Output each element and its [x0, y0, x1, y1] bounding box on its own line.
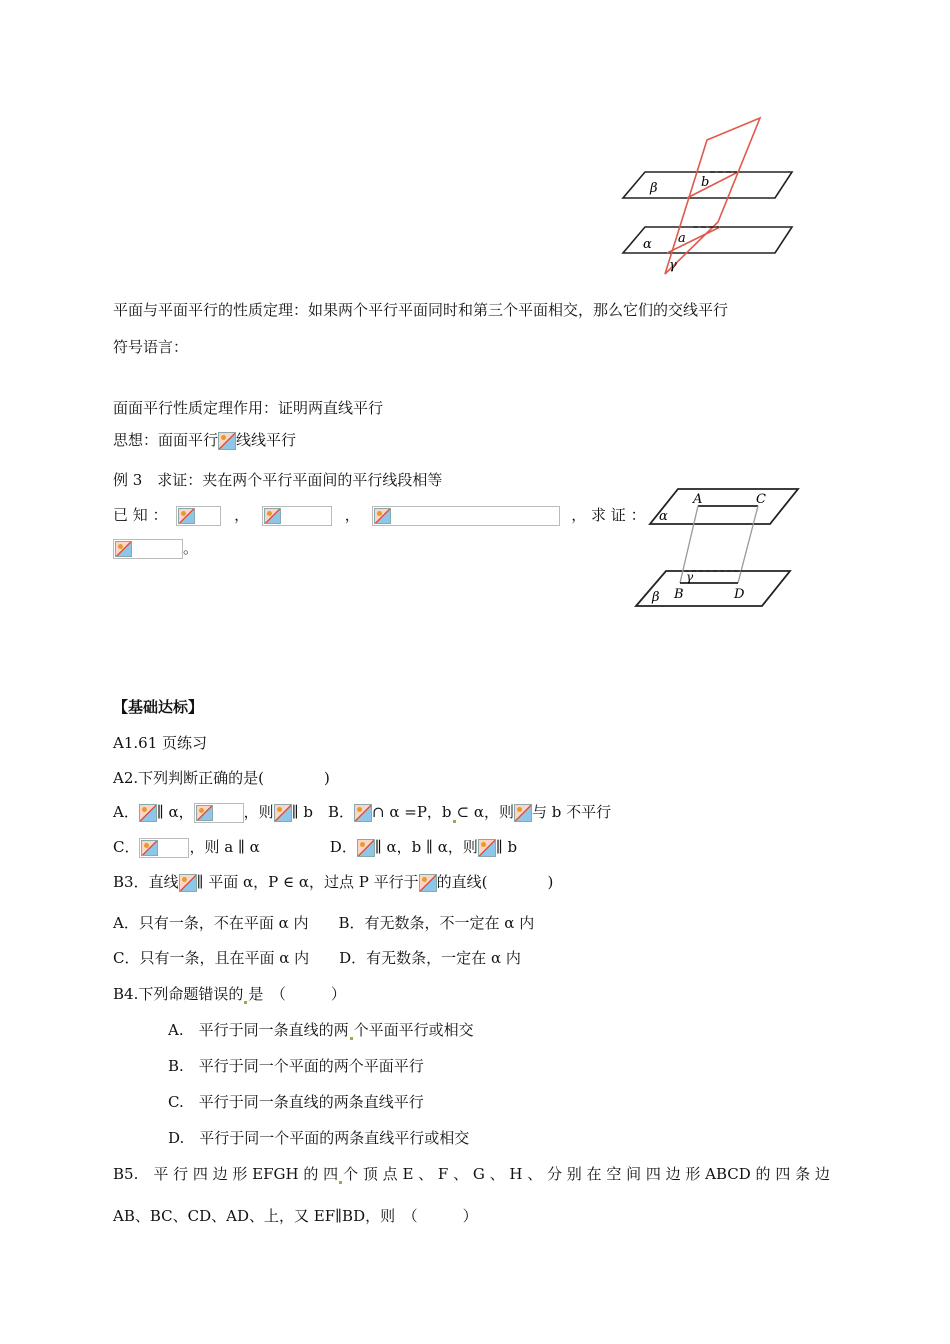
- image-placeholder-icon: [264, 508, 281, 524]
- label-a: a: [678, 231, 686, 246]
- b3-text: ∥ 平面 α，P ∈ α，过点 P 平行于: [196, 873, 419, 891]
- image-placeholder-icon: [179, 874, 197, 892]
- image-placeholder-icon: [141, 840, 158, 856]
- line-b: [687, 172, 738, 198]
- formula-placeholder: [194, 803, 244, 823]
- prove-line: [113, 538, 198, 559]
- b4-option-a-text: A. 平行于同一条直线的两: [168, 1021, 349, 1039]
- b4-option-a-text: 个平面平行或相交: [353, 1021, 474, 1039]
- option-a-text: ∥ α，: [156, 803, 194, 821]
- example3-text: 例 3 求证：夹在两个平行平面间的平行线段相等: [113, 471, 443, 489]
- marker-dot: [453, 820, 456, 823]
- label-beta: β: [650, 181, 658, 196]
- b3-text: B3．直线: [113, 873, 179, 891]
- marker-dot: [350, 1037, 353, 1040]
- option-d-text: ∥ α，b ∥ α，则: [374, 838, 478, 856]
- option-d-text: ∥ b: [495, 838, 518, 856]
- question-b4-option-a: [168, 1020, 474, 1040]
- label-alpha: α: [643, 237, 652, 252]
- formula-placeholder: [113, 539, 183, 559]
- question-b3: [113, 872, 553, 892]
- image-placeholder-icon: [196, 805, 213, 821]
- label-A: A: [693, 492, 703, 507]
- question-a2: A2.下列判断正确的是( ): [113, 769, 330, 787]
- b4-text: B4.下列命题错误的: [113, 985, 244, 1003]
- marker-dot: [339, 1181, 342, 1184]
- formula-placeholder: [372, 506, 560, 526]
- comma: ，: [234, 506, 250, 524]
- option-c-text: ，则 a ∥ α: [189, 838, 260, 856]
- idea-prefix: 思想：面面平行: [113, 431, 219, 449]
- label-alpha: α: [659, 509, 668, 524]
- image-placeholder-icon: [139, 804, 157, 822]
- option-b-text: 与 b 不平行: [531, 803, 612, 821]
- known-label: 已 知 ：: [113, 506, 168, 524]
- question-a2-options-ab: [113, 802, 611, 823]
- b3-text: 的直线( ): [436, 873, 554, 891]
- plane-gamma: [665, 118, 760, 274]
- question-b4-option-c: C. 平行于同一条直线的两条直线平行: [168, 1093, 424, 1111]
- question-b5-line1: [113, 1164, 830, 1184]
- theorem-text: 平面与平面平行的性质定理：如果两个平行平面同时和第三个平面相交，那么它们的交线平行: [113, 301, 729, 319]
- image-placeholder-icon: [274, 804, 292, 822]
- option-a-label: A．: [113, 803, 139, 821]
- question-b3-options-cd: C．只有一条，且在平面 α 内 D．有无数条，一定在 α 内: [113, 949, 521, 967]
- option-c-label: C．: [113, 838, 140, 856]
- image-placeholder-icon: [514, 804, 532, 822]
- figure-parallel-segments: [630, 484, 805, 612]
- label-D: D: [734, 587, 745, 602]
- b5-text: B5. 平 行 四 边 形 EFGH 的 四: [113, 1165, 339, 1183]
- option-a-text: ∥ b B．: [291, 803, 355, 821]
- label-C: C: [756, 492, 766, 507]
- section-title: 【基础达标】: [113, 698, 204, 716]
- image-placeholder-icon: [357, 839, 375, 857]
- question-b4: [113, 984, 346, 1004]
- formula-placeholder: [139, 838, 189, 858]
- question-b3-options-ab: A．只有一条，不在平面 α 内 B．有无数条，不一定在 α 内: [113, 914, 535, 932]
- question-a2-options-cd: [113, 837, 517, 858]
- idea-line: [113, 430, 296, 450]
- idea-suffix: 线线平行: [236, 431, 297, 449]
- figure-parallel-planes-intersection: [615, 112, 800, 282]
- b5-text: 个 顶 点 E 、 F 、 G 、 H 、 分 别 在 空 间 四 边 形 ABCD 的 四 条 边: [343, 1165, 830, 1183]
- image-placeholder-icon: [115, 541, 132, 557]
- formula-placeholder: [176, 506, 221, 526]
- label-gamma: γ: [669, 258, 677, 273]
- image-placeholder-icon: [354, 804, 372, 822]
- image-placeholder-icon: [178, 508, 195, 524]
- comma: ，: [344, 506, 360, 524]
- image-placeholder-icon: [218, 432, 236, 450]
- b4-text: 是 （ ）: [248, 985, 346, 1003]
- label-beta: β: [652, 590, 660, 605]
- image-placeholder-icon: [419, 874, 437, 892]
- question-b5-line2: AB、BC、CD、AD、上，又 EF∥BD，则 （ ）: [113, 1207, 478, 1225]
- theorem-use-text: 面面平行性质定理作用：证明两直线平行: [113, 399, 384, 417]
- option-d-label: D．: [329, 838, 357, 856]
- image-placeholder-icon: [478, 839, 496, 857]
- known-line: [113, 505, 646, 526]
- label-gamma: γ: [686, 570, 694, 584]
- option-b-text: ∩ α =P，b: [372, 803, 452, 821]
- label-B: B: [674, 587, 684, 602]
- question-a1: A1.61 页练习: [113, 734, 207, 752]
- question-b4-option-b: B. 平行于同一个平面的两个平面平行: [168, 1057, 424, 1075]
- period: 。: [183, 539, 199, 557]
- marker-dot: [244, 1001, 247, 1004]
- formula-placeholder: [262, 506, 332, 526]
- question-b4-option-d: D. 平行于同一个平面的两条直线平行或相交: [168, 1129, 470, 1147]
- symbol-language-label: 符号语言：: [113, 338, 189, 356]
- option-a-text: ，则: [243, 803, 274, 821]
- prove-label: ， 求 证 ：: [571, 506, 646, 524]
- option-b-text: ⊂ α，则: [456, 803, 514, 821]
- label-b: b: [701, 175, 710, 190]
- image-placeholder-icon: [374, 508, 391, 524]
